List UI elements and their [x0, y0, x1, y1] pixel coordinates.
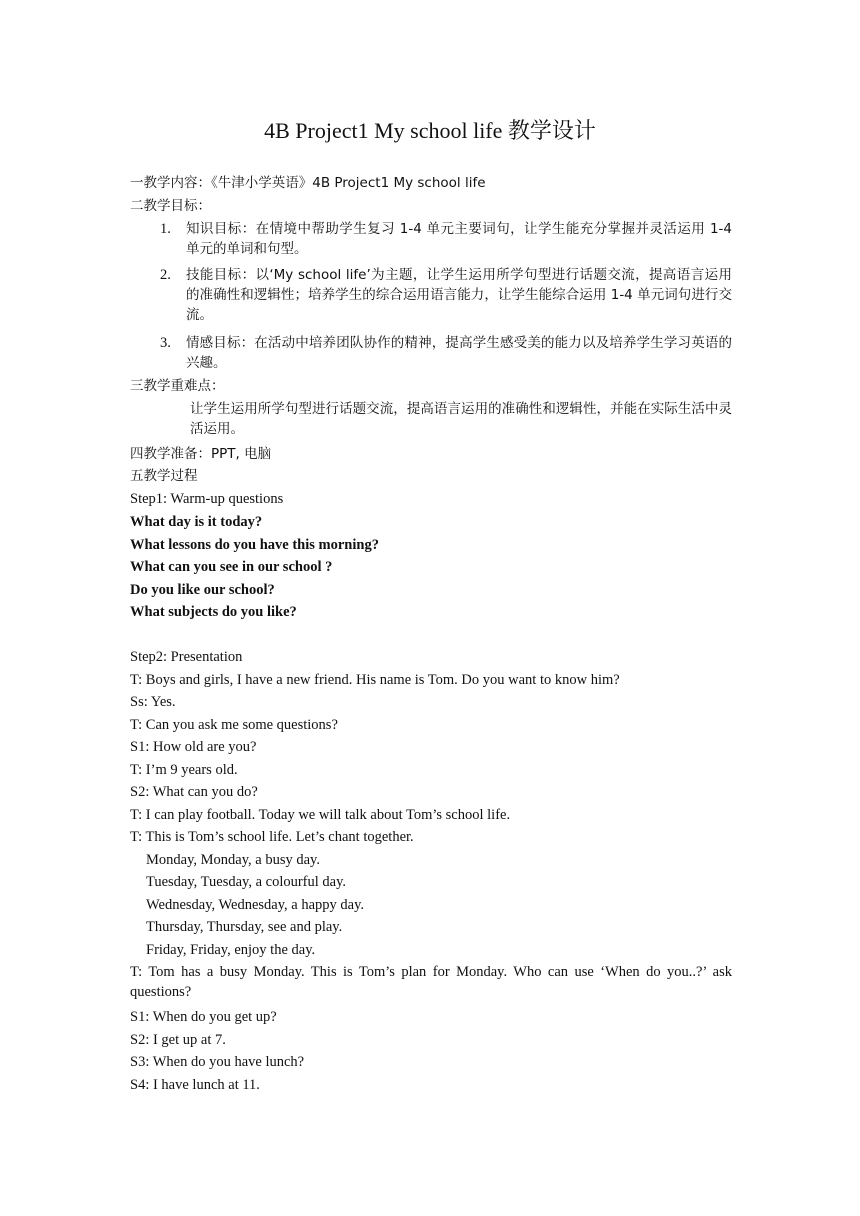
dialogue-line: S2: I get up at 7. — [130, 1032, 226, 1048]
process-heading: 五教学过程 — [130, 468, 198, 484]
objective-text: 情感目标：在活动中培养团队协作的精神，提高学生感受美的能力以及培养学生学习英语的兴趣。 — [186, 335, 732, 371]
difficulty-text: 让学生运用所学句型进行话题交流，提高语言运用的准确性和逻辑性，并能在实际生活中灵活运用。 — [190, 401, 732, 437]
warmup-question: What lessons do you have this morning? — [130, 537, 379, 553]
chant-line: Monday, Monday, a busy day. — [146, 852, 320, 868]
dialogue-line: T: I can play football. Today we will talk about Tom’s school life. — [130, 807, 511, 823]
objective-number: 3. — [160, 335, 171, 351]
dialogue-line: T: Can you ask me some questions? — [130, 717, 338, 733]
dialogue-line: S3: When do you have lunch? — [130, 1054, 305, 1070]
chant-line: Tuesday, Tuesday, a colourful day. — [146, 874, 347, 890]
chant-line: Thursday, Thursday, see and play. — [146, 919, 343, 935]
dialogue-line: T: I’m 9 years old. — [130, 762, 238, 778]
objectives-heading: 二教学目标： — [130, 198, 211, 214]
dialogue-line: S2: What can you do? — [130, 784, 258, 800]
difficulty-heading: 三教学重难点： — [130, 378, 225, 394]
dialogue-line: Ss: Yes. — [130, 694, 176, 710]
objective-text: 技能目标：以‘My school life’为主题，让学生运用所学句型进行话题交流，提高语言运用的准确性和逻辑性；培养学生的综合运用语言能力，让学生能综合运用 1-4 单元词句进行交流。 — [186, 267, 732, 323]
teaching-content-line: 一教学内容：《牛津小学英语》4B Project1 My school life — [130, 175, 486, 191]
warmup-question: What subjects do you like? — [130, 604, 297, 620]
step1-heading: Step1: Warm-up questions — [130, 491, 284, 507]
objective-number: 2. — [160, 267, 171, 283]
objective-text: 知识目标：在情境中帮助学生复习 1-4 单元主要词句，让学生能充分掌握并灵活运用 1-4 单元的单词和句型。 — [186, 221, 732, 257]
dialogue-line: S1: When do you get up? — [130, 1009, 277, 1025]
document-title: 4B Project1 My school life 教学设计 — [264, 118, 596, 143]
chant-line: Wednesday, Wednesday, a happy day. — [146, 897, 365, 913]
chant-line: Friday, Friday, enjoy the day. — [146, 942, 316, 958]
dialogue-line: T: Boys and girls, I have a new friend. His name is Tom. Do you want to know him? — [130, 672, 620, 688]
dialogue-line: S1: How old are you? — [130, 739, 257, 755]
objective-number: 1. — [160, 221, 171, 237]
warmup-question: What day is it today? — [130, 514, 263, 530]
monday-intro: T: Tom has a busy Monday. This is Tom’s plan for Monday. Who can use ‘When do you..?’ ask questions? — [130, 964, 732, 1000]
dialogue-line: S4: I have lunch at 11. — [130, 1077, 260, 1093]
dialogue-line: T: This is Tom’s school life. Let’s chant together. — [130, 829, 414, 845]
preparation-line: 四教学准备：PPT, 电脑 — [130, 446, 272, 462]
step2-heading: Step2: Presentation — [130, 649, 243, 665]
warmup-question: What can you see in our school ? — [130, 559, 333, 575]
warmup-question: Do you like our school? — [130, 582, 275, 598]
